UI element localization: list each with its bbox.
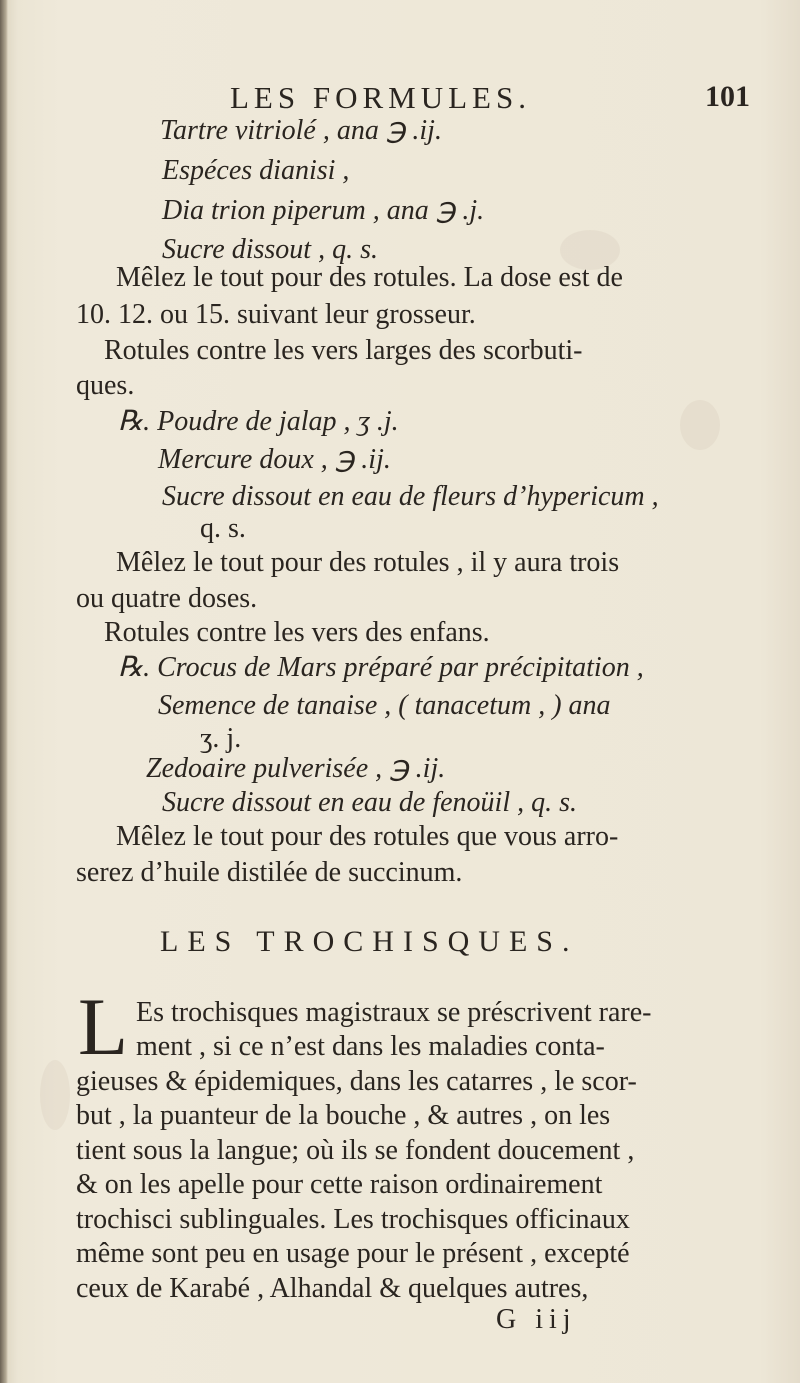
text-line: ʒ. j.: [200, 723, 242, 754]
signature-mark: G iij: [496, 1304, 577, 1335]
text-line: Rotules contre les vers larges des scorbuti-: [104, 335, 583, 366]
text-line: Zedoaire pulverisée , ℈ .ij.: [146, 753, 446, 784]
page-number: 101: [705, 80, 750, 113]
text-line: Tartre vitriolé , ana ℈ .ij.: [160, 115, 442, 146]
paragraph-line: tient sous la langue; où ils se fondent doucement ,: [76, 1135, 635, 1166]
text-line: ℞. Poudre de jalap , ʒ .j.: [118, 406, 399, 437]
paper-stain: [680, 400, 720, 450]
text-line: ques.: [76, 370, 135, 401]
text-line: Mêlez le tout pour des rotules , il y aura trois: [116, 547, 620, 578]
paragraph-line: même sont peu en usage pour le présent , excepté: [76, 1238, 630, 1269]
text-line: Semence de tanaise , ( tanacetum , ) ana: [158, 690, 611, 721]
text-line: Rotules contre les vers des enfans.: [104, 617, 490, 648]
paragraph-line: ceux de Karabé , Alhandal & quelques autres,: [76, 1273, 589, 1304]
paragraph-line: but , la puanteur de la bouche , & autres , on les: [76, 1100, 611, 1131]
text-line: 10. 12. ou 15. suivant leur grosseur.: [76, 299, 476, 330]
text-line: serez d’huile distilée de succinum.: [76, 857, 463, 888]
paper-stain: [40, 1060, 70, 1130]
text-line: Dia trion piperum , ana ℈ .j.: [162, 195, 485, 226]
paragraph-line: trochisci sublinguales. Les trochisques officinaux: [76, 1204, 630, 1235]
text-line: Sucre dissout , q. s.: [162, 234, 378, 265]
section-heading: LES TROCHISQUES.: [160, 925, 579, 958]
text-line: ou quatre doses.: [76, 583, 258, 614]
text-line: Mêlez le tout pour des rotules. La dose est de: [116, 262, 623, 293]
drop-cap: L: [78, 981, 129, 1072]
text-line: Espéces dianisi ,: [162, 155, 350, 186]
running-title: LES FORMULES.: [230, 80, 531, 115]
text-line: Sucre dissout en eau de fenoüil , q. s.: [162, 787, 578, 818]
text-line: Sucre dissout en eau de fleurs d’hypericum ,: [162, 481, 659, 512]
paragraph-line: Es trochisques magistraux se préscrivent rare-: [136, 997, 652, 1028]
text-line: q. s.: [200, 513, 246, 544]
text-line: Mercure doux , ℈ .ij.: [158, 444, 391, 475]
paragraph-line: gieuses & épidemiques, dans les catarres , le scor-: [76, 1066, 637, 1097]
text-line: Mêlez le tout pour des rotules que vous arro-: [116, 821, 619, 852]
binding-gutter: [0, 0, 8, 1383]
paragraph-line: & on les apelle pour cette raison ordinairement: [76, 1169, 603, 1200]
paragraph-line: ment , si ce n’est dans les maladies conta-: [136, 1031, 605, 1062]
text-line: ℞. Crocus de Mars préparé par précipitation ,: [118, 652, 644, 683]
